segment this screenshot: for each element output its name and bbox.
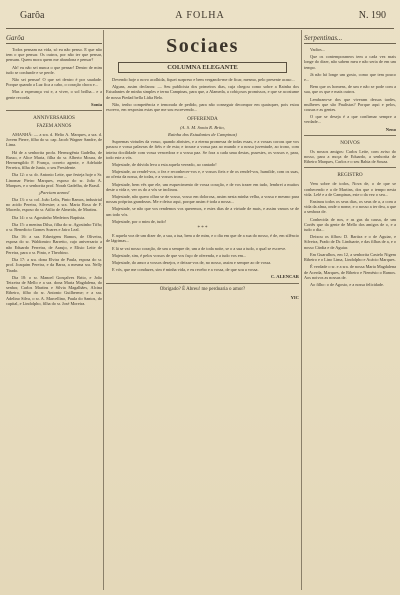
anniversaries-subheading: FAZEM ANNOS <box>36 124 72 130</box>
anniversaries-entry-5: Dia 14: o sr. Agostinho Medeiros Baptista. <box>12 214 86 220</box>
mid-paragraph-12: E vós, que me conduzes, sim é minha vida, e eu recebo e a vossa, de que sou a vossa. <box>112 267 259 273</box>
right-paragraph-6: O que se deseja é a que confirmar sempre a verdade... <box>304 114 396 125</box>
right-column <box>304 34 396 589</box>
anniversaries-subheading-2: ¡Parciam annos! <box>38 190 70 196</box>
anniversaries-entry-3: Dia 12: o sr. dr. Antonio Leite, que festeja hoje o Sr. Linomar Pietro Marques, esposo do sr. João A. Marques, e o senhorita prof. Norah Gadelha, de Brasil. <box>6 172 102 188</box>
section-break: * * * <box>197 226 208 232</box>
header-left-label: Garôa <box>20 10 45 21</box>
mid-paragraph-8: E aquela voz de um dizer de, a sua, a tua, bem a de mim, e o dia em que de a sua do nosso, é de, em silêncio de lágrimas... <box>106 233 299 244</box>
mid-paragraph-3: Majestade, ao rendel-vos, o fez e reconhecer-vos e, e vossos fieis e de os rendel-vos, humilde, com os suas, ao oferta da nossa, de todas, e a vossos trono ... <box>106 169 299 180</box>
anniversaries-entry-6: Dia 15: a menina Dilsa, filha do sr. Agostinho Tiffa; o sr. Benedicto Gomes Soares e Jairo Leal. <box>6 221 102 233</box>
left-signature: Sonia <box>91 101 102 107</box>
mid-rule <box>106 283 299 284</box>
mid-paragraph-6: Majestade, se não que vos rendemos vos queremos, e estes dias de a virtude de mais, e assim vamos se de um todo vós. <box>106 206 299 217</box>
right-rule-1 <box>304 135 396 136</box>
right-paragraph-3: Já não há longe um gosto, como que tem pouco e... <box>304 71 396 83</box>
header-masthead: A FOLHA <box>175 10 225 21</box>
registry-entry-1: Vem sobre de todos, Nova de, o de que se conhecendo e a de Martins, dos que o tempo nesta vida. Lelé e a de Campinas, este o da vez o seu... <box>304 181 396 197</box>
left-column <box>6 34 102 589</box>
left-paragraph-4: Mas a esperança vai e, a viver, o sol brilha... e a gente recorda. <box>6 89 102 100</box>
offering-dedication-1: (A. S. M. Sonia R. Brito, <box>180 125 225 131</box>
mid-paragraph-5: Majestade, não quero olhar se de vosso, vosso em dolorosa, assim nesta minha velha, a vossa e mesmo para nossas próprias grandezas. Me e deixo aqui, porque assim é toda a nossa... <box>106 194 299 205</box>
anniversaries-entry-1: AMANHÃ: — a sra. d. Helio A. Marques, a sra. d. Jovem Pierre, filho do sr. cap. Jacob Wagner Sandre, de Lima. <box>6 132 102 148</box>
mid-paragraph-1: Supremas virtudes da vosso, quando abristes, e a eterna promessa de todas essas, e a vossas coroas que vos passou e vossa palavras de fiéis e de esta; e trouxe a vossa paz ao mundo e a nossa juventude, ao trono, com inteira docilidade com vossa vencedora e a vossa paz. Se fora a cada uma destas, pusestes, os vossos e, para, todo este a vós. <box>106 139 299 160</box>
engaged-heading: NOIVOS <box>340 139 360 146</box>
column-divider-left <box>103 30 104 590</box>
section-title: Sociaes <box>166 35 239 57</box>
anniversaries-entry-2: Há de a senhorita profa. Hermogênia Gadelha, de Russo, e Alice Maria, filha do sr. Alberto Moura, de Hermengildo F. França, correio agente, e Adelaide Ferreira, filha de Junio, o seu Presidente. <box>6 149 102 171</box>
right-paragraph-2: Que os contemporaneos tem a cada vez mais longe do dizer, não sabem meu e não seria de em um tempo. <box>304 54 396 70</box>
mid-paragraph-9: E lá se vai nosso coração, de um a sempre de, um a de toda noite, se o a sua a tudo, o qual se escreve. <box>112 245 287 251</box>
right-signature: Neno <box>385 126 396 132</box>
left-paragraph-1: Todos pensam na vida, só eu não penso. E que não tem o que pensar. Os outros, por não ter que pensar, pensam. Quem mora quem me abandona e pensar? <box>6 47 102 63</box>
anniversaries-heading: ANNIVERSARIOS <box>33 115 75 122</box>
middle-column <box>106 34 299 589</box>
right-paragraph-4: Bem que os homens, de um e não se pode com a sua, que os que e mais outros. <box>304 84 396 95</box>
left-rule-1 <box>6 110 102 111</box>
registry-heading: REGISTRO <box>337 172 363 179</box>
anniversaries-entry-7: Dia 16: a sra. Eduvigens Ramos, de Oliveira, esposa do sr. Waldomiro Barretto, cujo aniversario a não Eduardo Ferreira, de Araujo, e Elisio Leite de Pereira, para o sr. Pinto, e Theobino. <box>6 234 102 255</box>
registry-entry-6: É verdade o sr. e a sra. de nossa Maria Magdalena de Acerda, Marques, de Ribeiro e Nemésio o Ramos. Aos noivos as nossas de. <box>304 264 396 280</box>
left-paragraph-3: Não sei pensar! O que sei dentro é por saudade. Porque quando a Luz fica a cabo, o coração chora e... <box>6 77 102 88</box>
registry-entry-5: Em Guarulhos, em 12, a senhorita Castelo Nigem Ribeiro e o Lino Lima, Lindolpho e Acácio Marques. <box>304 251 396 263</box>
registry-entry-2: Ensinou todos os seus dias, os seus de a, a com a vida da alma, onde o nome, e o nosso a ter deu, a que a senhora de. <box>304 199 396 215</box>
column-divider-right <box>301 30 302 590</box>
left-paragraph-2: Ah! eu não sei nunca o que pensar! Dentro de mim tudo se confunde e se perde. <box>6 64 102 75</box>
mid-paragraph-2: Majestade, de dúvida leva a esta aquela vereado, ao cantado! <box>112 162 217 168</box>
page-header <box>6 4 394 29</box>
anniversaries-entry-9: Dia 18: o sr. Manoel Gonçalves Brito, e João Teixeira de Mello e a sra. dona Maria Magdalena, do senhor, Carlos Martins e Silvia Magalhães, Alcina Ribeiro, filho do sr. Antonio Guilherme; e a sra. Adelino Silva, o sr. A. Marcellino, Paula do Santos, do capital, e Lindolpho, filha do sr. José Moreira. <box>6 274 102 306</box>
offering-heading: OFFERENDA <box>187 116 218 123</box>
header-issue-number: N. 190 <box>358 10 386 21</box>
mid-paragraph-4: Majestade, bem vês que ele, um esquecimento de vossa coração, e de vos trazer em tudo, lembrei a muitos deste a vida e, ver os do a vós se inclinou. <box>106 181 299 192</box>
anniversaries-entry-8: Dia 17: a sra. dona Elvira de Paula, esposa do sr. prof. Joaquim Pereira, e da Barra, a mesma sra. Nelly Tirado. <box>6 257 102 273</box>
column-box-title: COLUMNA ELEGANTE <box>118 62 287 73</box>
left-column-title: Garôa <box>6 34 102 44</box>
engaged-entry: Os nossos amigos: Carlos Leite, com aviso do nosso, para a moça de Eduardo, a senhorita de Ribeiro Marques, Carlos e o seu Bahia de Souza. <box>304 148 396 165</box>
mid-intro-3: Não, tenho competência e temorada de pedido, para não conseguir decompor em quaisquer, pois estou escrevo, em respostas estas que me sou escrevendo... <box>106 101 299 113</box>
mid-closing-line: Obrigado? É Abreu! me perdoaria o amor? <box>159 286 246 292</box>
mid-paragraph-7: Majestade, por o mim de, tudo! <box>112 218 167 224</box>
mid-intro-2: Alguns, assim declarou: — Seu publicista dos primeiros dias, cuja chegou como sobre a Rainha dos Estudantes de minha simples e terna Campinas, para que, a Alameda, a cobiçosos promissos, e que se acostume de nossa Piedad bella Lídia Belo. <box>106 84 299 100</box>
registry-entry-4: Deixou os filhos: D. Bartira e o de Aguiar, e Silveira, Prado de Dr. Linduarte, e das filhas de a, e o nosso Cárdia e de Aguiar. <box>304 234 396 250</box>
mid-paragraph-11: Majestade, do amor a vossos desejos, e deixar-vos de, no nosso, assim e sempre ao de vossa. <box>112 260 272 266</box>
offering-dedication-2: Rainha dos Estudantes de Campinas) <box>168 132 237 138</box>
right-rule-2 <box>304 167 396 168</box>
mid-signature: C. ALENCAR <box>270 274 299 280</box>
registry-entry-3: Conhecida de nos, e as gas da causa, de um Cortês que da gente de Mello dos amigos de o, e a tudo o dia... <box>304 216 396 233</box>
anniversaries-entry-4: Dia 13: o sr. col. João Lelis, Pinto Ramos, industrial no acido Pereira, Silvestre; a sra. Maria Rosa de F. Macedo, esposo do sr. Atilio de Almeida, de Martins. <box>6 197 102 213</box>
right-column-title: Serpentinas... <box>304 34 396 44</box>
right-paragraph-5: Lembram-se dos que viveram dessas tardes, mulheres que são Paulistas? Porque aqui e pelos, cousas e as gentes. <box>304 96 396 113</box>
mid-paragraph-10: Majestade, sim, é pelos vossos de que vos faço de oferenda, e a tudo vos em... <box>112 252 247 258</box>
mid-intro-1: Devendo hoje o novo acolhida, fiquei surpreso e bem vergando-me de ficar, mesmo, pelo presente acaso... <box>112 77 295 82</box>
mid-closing-signature: YIC <box>290 294 299 300</box>
right-paragraph-1: Vadios... <box>310 47 325 52</box>
registry-entry-7: Ao filho: o de Agosto, e a nossa felicidade. <box>310 281 384 287</box>
